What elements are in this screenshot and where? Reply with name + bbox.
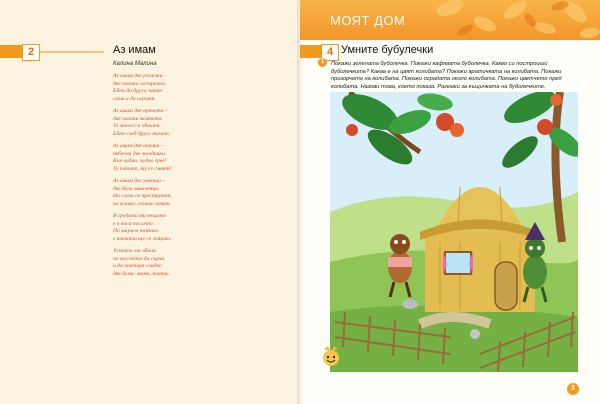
smiley-icon (320, 345, 342, 367)
poem-line: Едно след друго тичат. (113, 130, 171, 137)
poem-stanza-3 (113, 143, 253, 173)
poem-line: две палави сестрички. (113, 80, 167, 87)
poem-line: В средата ми нещото (113, 213, 167, 219)
poem-line: с каквото ще се гощава. (113, 235, 172, 242)
poem-line: Как чудно, чудно грее! (113, 158, 167, 165)
poem-line: по вкусното да сърча (113, 255, 165, 262)
poem-author: Калина Малина (113, 61, 157, 67)
poem-stanza-2 (113, 108, 253, 138)
poem-line: сами и да играят. (113, 95, 156, 102)
lesson-title: Умните бубулечки (341, 44, 434, 56)
section-number-left: 2 (22, 44, 40, 61)
padlock (470, 329, 480, 339)
poem-line: е в носа нослето. (113, 220, 155, 227)
poem-line: Аз имам две ушенца – (113, 178, 166, 184)
page-number: 3 (567, 383, 579, 395)
poem-line: две палави момчета. (113, 115, 163, 122)
poem-line: на всичко, всичко чуват. (113, 200, 172, 207)
poem-line: На слуха се преструват, (113, 193, 172, 200)
poem-stanza-6 (113, 248, 253, 278)
section-bar-left (0, 45, 22, 58)
poem-line: и да повтаря сладко (113, 263, 162, 270)
poem-line: Аз имам две ръчички – (113, 73, 167, 79)
section-line-left (40, 51, 104, 53)
poem-line: Те много се обичат. (113, 123, 161, 130)
stone (402, 299, 418, 309)
poem-title: Аз имам (113, 44, 156, 56)
chapter-title: МОЯТ ДОМ (330, 13, 406, 28)
poem-line: небесни две звездички. (113, 150, 167, 157)
poem-stanza-5 (113, 213, 253, 243)
section-bar-right (300, 45, 321, 58)
poem-line: По мириса познава (113, 228, 159, 235)
poem-line: Аз имам две очички – (113, 143, 164, 149)
poem-line: две бели мишленца. (113, 185, 160, 192)
poem-line: Една до друга знаят (113, 88, 163, 95)
poem-line: Аз имам две крачета – (113, 108, 168, 114)
poem-stanza-1 (113, 73, 253, 103)
hut-window (445, 252, 471, 274)
task-number-badge: 1 (318, 58, 327, 67)
poem-line: Устата ми обича (113, 248, 156, 254)
section-number-right: 4 (321, 44, 339, 61)
book-gutter (297, 0, 303, 404)
poem-stanza-4 (113, 178, 253, 208)
hut-door (495, 262, 517, 310)
poem-line: Ту плачат, ту се смеят! (113, 165, 172, 172)
bugs-house-illustration (330, 92, 578, 372)
task-instructions: Покажи зелената буболечка. Покажи кафявата буболечка. Какво си построиши буболечките? Каква е на цвят колибата? Покажи вратичката на колибата. Покажи прозорчето на колибата. Покажи оградата около колибата. Покажи цветчето пред колибата. Назови това, което показа. Разкажи за къщичката на буболечките. (331, 61, 562, 90)
poem-line: две думи: мама, татко. (113, 270, 170, 277)
